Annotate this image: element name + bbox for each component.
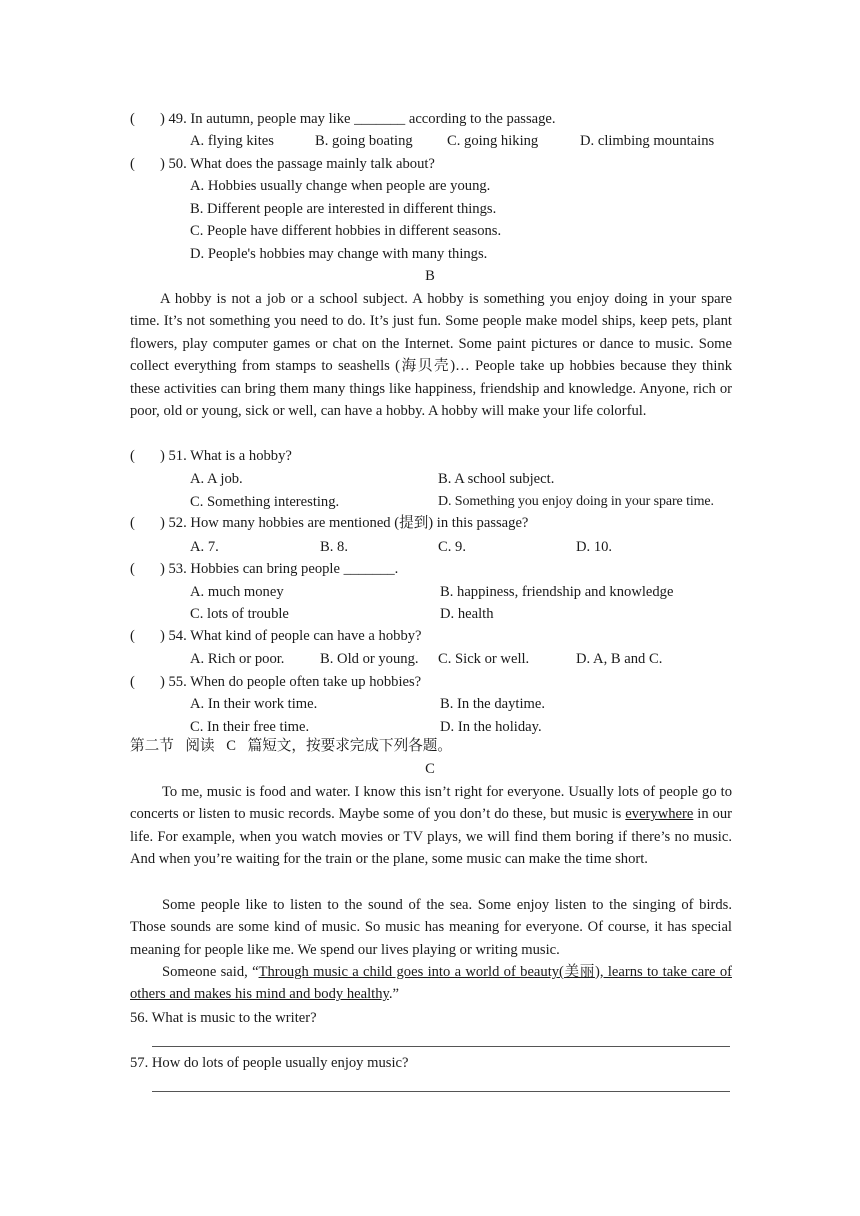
question-50: ( ) 50. What does the passage mainly talk about? <box>130 156 435 172</box>
underlined-quote: Through music a child goes into a world of beauty(美丽), learns to take care of others and makes his mind and body healthy <box>130 964 732 1003</box>
passage-c-paragraph-3: Someone said, “Through music a child goes into a world of beauty(美丽), learns to take care of others and makes his mind and body healthy.” <box>130 964 732 1003</box>
q55-option-d[interactable]: D. In the holiday. <box>440 719 542 735</box>
question-49: ( ) 49. In autumn, people may like _______ according to the passage. <box>130 111 556 127</box>
q53-option-a[interactable]: A. much money <box>190 584 284 600</box>
q57-answer-line[interactable] <box>152 1091 730 1092</box>
q54-option-b[interactable]: B. Old or young. <box>320 651 419 667</box>
q55-option-a[interactable]: A. In their work time. <box>190 696 318 712</box>
q49-option-d[interactable]: D. climbing mountains <box>580 133 715 149</box>
q55-option-b[interactable]: B. In the daytime. <box>440 696 545 712</box>
q54-option-d[interactable]: D. A, B and C. <box>576 651 663 667</box>
question-53: ( ) 53. Hobbies can bring people _______. <box>130 561 399 577</box>
section-b-title: B <box>425 268 435 284</box>
q50-option-c[interactable]: C. People have different hobbies in different seasons. <box>190 223 502 239</box>
q53-option-d[interactable]: D. health <box>440 606 494 622</box>
question-55: ( ) 55. When do people often take up hobbies? <box>130 674 422 690</box>
passage-b: A hobby is not a job or a school subject. A hobby is something you enjoy doing in your spare time. It’s not something you need to do. It’s just fun. Some people make model ships, keep pets, plant flowers, play computer games or chat on the Internet. Some paint pictures or dance to music. Some collect everything from stamps to seashells (海贝壳)… People take up hobbies because they think these activities can bring them many things like happiness, friendship and knowledge. Anyone, rich or poor, old or young, sick or well, can have a hobby. A hobby will make your life colorful. <box>130 291 732 420</box>
passage-c-paragraph-2: Some people like to listen to the sound of the sea. Some enjoy listen to the singing of birds. Those sounds are some kind of music. So music has meaning for everyone. Of course, it has special meaning for people like me. We spend our lives playing or writing music. <box>130 897 732 958</box>
q49-option-c[interactable]: C. going hiking <box>447 133 539 149</box>
q52-option-c[interactable]: C. 9. <box>438 539 466 555</box>
q50-option-d[interactable]: D. People's hobbies may change with many things. <box>190 246 488 262</box>
q49-option-b[interactable]: B. going boating <box>315 133 413 149</box>
q52-option-a[interactable]: A. 7. <box>190 539 219 555</box>
q49-option-a[interactable]: A. flying kites <box>190 133 274 149</box>
q50-option-b[interactable]: B. Different people are interested in different things. <box>190 201 497 217</box>
section-c-title: C <box>425 761 435 777</box>
q54-option-c[interactable]: C. Sick or well. <box>438 651 530 667</box>
question-51: ( ) 51. What is a hobby? <box>130 448 292 464</box>
question-56: 56. What is music to the writer? <box>130 1010 317 1026</box>
passage-c-paragraph-1: To me, music is food and water. I know this isn’t right for everyone. Usually lots of people go to concerts or listen to music records. Maybe some of you don’t do these, but music is everywhere in our life. For example, when you watch movies or TV plays, we will find them boring if there’s no music. And when you’re waiting for the train or the plane, some music can make the time short. <box>130 784 733 868</box>
q50-option-a[interactable]: A. Hobbies usually change when people are young. <box>190 178 491 194</box>
q51-option-c[interactable]: C. Something interesting. <box>190 494 340 510</box>
q52-option-d[interactable]: D. 10. <box>576 539 613 555</box>
q53-option-b[interactable]: B. happiness, friendship and knowledge <box>440 584 674 600</box>
q52-option-b[interactable]: B. 8. <box>320 539 348 555</box>
underlined-word-everywhere: everywhere <box>625 806 694 823</box>
section-2-heading: 第二节 阅读 C 篇短文，按要求完成下列各题。 <box>130 738 452 754</box>
q55-option-c[interactable]: C. In their free time. <box>190 719 310 735</box>
q53-option-c[interactable]: C. lots of trouble <box>190 606 289 622</box>
q51-option-b[interactable]: B. A school subject. <box>438 471 555 487</box>
q56-answer-line[interactable] <box>152 1046 730 1047</box>
question-54: ( ) 54. What kind of people can have a hobby? <box>130 628 422 644</box>
q54-option-a[interactable]: A. Rich or poor. <box>190 651 285 667</box>
q51-option-d[interactable]: D. Something you enjoy doing in your spare time. <box>438 494 714 509</box>
question-52: ( ) 52. How many hobbies are mentioned (提到) in this passage? <box>130 515 529 531</box>
question-57: 57. How do lots of people usually enjoy music? <box>130 1055 409 1071</box>
q51-option-a[interactable]: A. A job. <box>190 471 243 487</box>
